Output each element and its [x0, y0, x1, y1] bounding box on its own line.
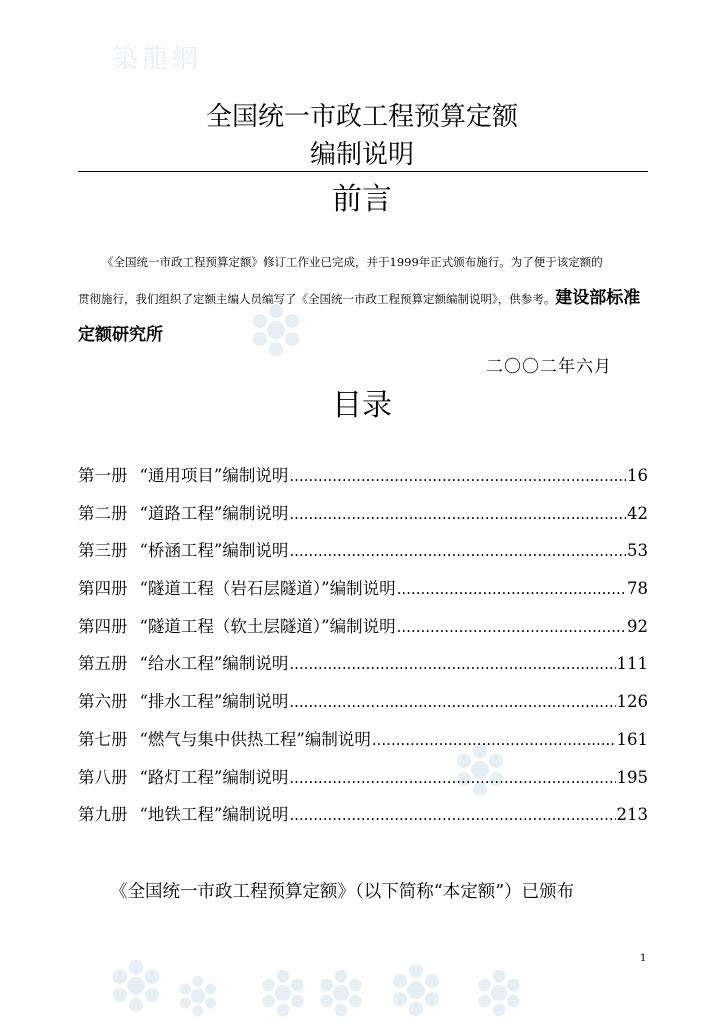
- preface-body-line1: 《全国统一市政工程预算定额》修订工作业已完成，并于1999年正式颁布施行。为了便于该定额的: [102, 255, 603, 269]
- toc-volume: 第二册: [78, 503, 128, 523]
- toc-entry[interactable]: [78, 650, 648, 688]
- toc-heading: 目录: [332, 388, 392, 423]
- toc-entry[interactable]: [78, 764, 648, 802]
- preface-body-line2: 贯彻施行，我们组织了定额主编人员编写了《全国统一市政工程预算定额编制说明》，供参考。: [78, 292, 556, 306]
- preface-date: 二〇〇二年六月: [486, 357, 612, 377]
- toc-leader-dots: [397, 580, 626, 598]
- toc-list: [78, 462, 648, 839]
- toc-volume: 第五册: [78, 654, 128, 674]
- toc-volume: 第四册: [78, 579, 128, 599]
- toc-page-number: 16: [627, 466, 648, 485]
- toc-page-number: 53: [627, 541, 648, 561]
- toc-entry[interactable]: [78, 500, 648, 538]
- toc-leader-dots: [289, 693, 615, 711]
- title-divider: [78, 171, 648, 172]
- toc-leader-dots: [289, 467, 626, 485]
- toc-entry[interactable]: [78, 575, 648, 613]
- preface-author: 建设部标准定额研究所: [78, 288, 641, 345]
- toc-volume: 第一册: [78, 466, 128, 485]
- toc-title: “地铁工程”编制说明: [139, 805, 289, 825]
- toc-page-number: 161: [616, 729, 648, 749]
- toc-title: “路灯工程”编制说明: [139, 767, 289, 787]
- toc-leader-dots: [289, 542, 626, 560]
- toc-entry[interactable]: [78, 462, 648, 500]
- toc-title: “隧道工程（岩石层隧道）”编制说明: [139, 579, 396, 599]
- toc-volume: 第七册: [78, 729, 128, 749]
- toc-page-number: 42: [627, 503, 648, 523]
- toc-page-number: 92: [627, 616, 648, 636]
- toc-entry[interactable]: [78, 726, 648, 764]
- toc-title: “道路工程”编制说明: [139, 503, 289, 523]
- toc-volume: 第八册: [78, 767, 128, 787]
- toc-volume: 第四册: [78, 616, 128, 636]
- document-subtitle: 编制说明: [309, 140, 414, 170]
- toc-title: “通用项目”编制说明: [139, 466, 289, 485]
- toc-leader-dots: [289, 655, 615, 673]
- toc-leader-dots: [372, 731, 616, 749]
- toc-title: “燃气与集中供热工程”编制说明: [139, 729, 371, 749]
- closing-text: 《全国统一市政工程预算定额》（以下简称“本定额”）已颁布: [110, 882, 575, 902]
- toc-entry[interactable]: [78, 688, 648, 726]
- snowflake-watermark: [388, 962, 444, 1018]
- toc-leader-dots: [397, 618, 626, 636]
- snowflake-watermark: [316, 968, 366, 1018]
- snowflake-watermark: [108, 958, 164, 1014]
- toc-page-number: 111: [616, 654, 648, 674]
- toc-leader-dots: [289, 505, 626, 523]
- toc-title: “隧道工程（软土层隧道）”编制说明: [139, 616, 396, 636]
- toc-volume: 第六册: [78, 692, 128, 712]
- preface-heading: 前言: [332, 182, 392, 217]
- toc-title: “给水工程”编制说明: [139, 654, 289, 674]
- toc-page-number: 126: [616, 692, 648, 712]
- toc-page-number: 195: [616, 767, 648, 787]
- preface-paragraph: [78, 244, 650, 354]
- toc-entry[interactable]: [78, 537, 648, 575]
- toc-volume: 第九册: [78, 805, 128, 825]
- toc-leader-dots: [289, 769, 615, 787]
- toc-entry[interactable]: [78, 801, 648, 839]
- snowflake-watermark: [176, 974, 220, 1018]
- toc-title: “排水工程”编制说明: [139, 692, 289, 712]
- snowflake-watermark: [474, 968, 524, 1018]
- page-number: 1: [640, 953, 647, 964]
- watermark-logo: 築龍網: [112, 44, 203, 74]
- document-title: 全国统一市政工程预算定额: [205, 102, 518, 132]
- snowflake-watermark: [258, 968, 308, 1018]
- toc-title: “桥涵工程”编制说明: [139, 541, 289, 561]
- toc-entry[interactable]: [78, 613, 648, 651]
- toc-volume: 第三册: [78, 541, 128, 561]
- toc-page-number: 213: [616, 805, 648, 825]
- toc-leader-dots: [289, 806, 615, 824]
- toc-page-number: 78: [627, 579, 648, 599]
